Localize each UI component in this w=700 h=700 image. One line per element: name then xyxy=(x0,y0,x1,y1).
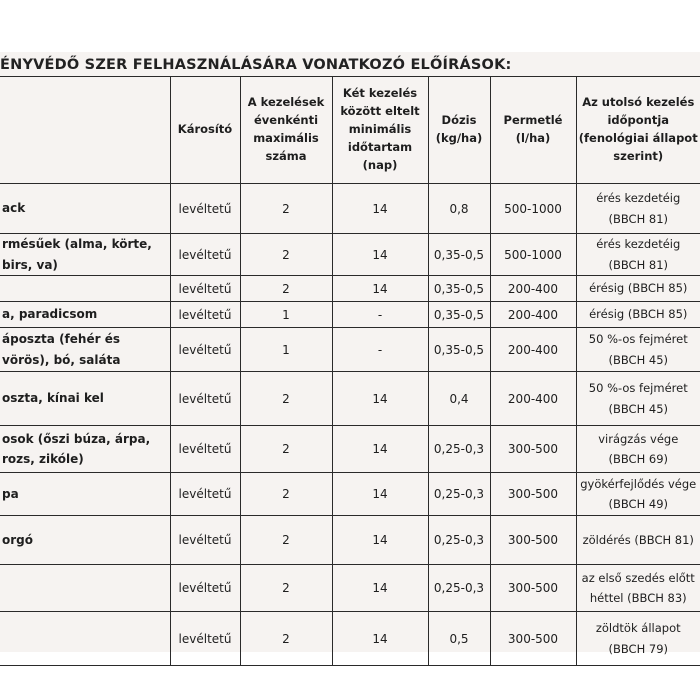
row-spray-volume: 300-500 xyxy=(490,516,576,565)
row-min-interval: 14 xyxy=(332,612,428,666)
row-pest: levéltetű xyxy=(170,184,240,234)
row-crop: osok (őszi búza, árpa, rozs, zikóle) xyxy=(0,426,170,473)
row-pest: levéltetű xyxy=(170,372,240,426)
table-row xyxy=(0,612,700,666)
row-max-treatments: 2 xyxy=(240,426,332,473)
row-crop: pa xyxy=(0,473,170,516)
row-pest: levéltetű xyxy=(170,234,240,276)
row-max-treatments: 2 xyxy=(240,473,332,516)
header-spray-volume: Permetlé (l/ha) xyxy=(490,77,576,184)
row-min-interval: 14 xyxy=(332,234,428,276)
row-dose: 0,25-0,3 xyxy=(428,473,490,516)
header-max-treatments: A kezelések évenkénti maximális száma xyxy=(240,77,332,184)
row-spray-volume: 200-400 xyxy=(490,328,576,372)
row-crop: orgó xyxy=(0,516,170,565)
row-min-interval: 14 xyxy=(332,426,428,473)
row-max-treatments: 2 xyxy=(240,184,332,234)
row-dose: 0,35-0,5 xyxy=(428,234,490,276)
row-dose: 0,8 xyxy=(428,184,490,234)
row-max-treatments: 2 xyxy=(240,234,332,276)
row-max-treatments: 1 xyxy=(240,328,332,372)
row-crop: a, paradicsom xyxy=(0,302,170,328)
row-pest: levéltetű xyxy=(170,328,240,372)
table-row xyxy=(0,426,700,473)
row-spray-volume: 200-400 xyxy=(490,276,576,302)
row-max-treatments: 2 xyxy=(240,372,332,426)
row-pest: levéltetű xyxy=(170,302,240,328)
row-pest: levéltetű xyxy=(170,516,240,565)
row-pest: levéltetű xyxy=(170,276,240,302)
row-max-treatments: 1 xyxy=(240,302,332,328)
row-pest: levéltetű xyxy=(170,426,240,473)
row-pest: levéltetű xyxy=(170,612,240,666)
row-spray-volume: 300-500 xyxy=(490,565,576,612)
table-row xyxy=(0,234,700,276)
row-min-interval: 14 xyxy=(332,372,428,426)
row-dose: 0,35-0,5 xyxy=(428,328,490,372)
row-crop xyxy=(0,565,170,612)
row-dose: 0,25-0,3 xyxy=(428,426,490,473)
row-spray-volume: 200-400 xyxy=(490,372,576,426)
row-max-treatments: 2 xyxy=(240,516,332,565)
row-spray-volume: 200-400 xyxy=(490,302,576,328)
header-dose: Dózis (kg/ha) xyxy=(428,77,490,184)
table-row xyxy=(0,565,700,612)
row-last-treatment: érés kezdetéig (BBCH 81) xyxy=(576,234,700,276)
row-last-treatment: zöldérés (BBCH 81) xyxy=(576,516,700,565)
row-min-interval: 14 xyxy=(332,473,428,516)
row-min-interval: - xyxy=(332,302,428,328)
row-min-interval: 14 xyxy=(332,184,428,234)
row-last-treatment: érésig (BBCH 85) xyxy=(576,302,700,328)
row-dose: 0,25-0,3 xyxy=(428,516,490,565)
row-min-interval: 14 xyxy=(332,276,428,302)
row-spray-volume: 500-1000 xyxy=(490,234,576,276)
row-crop: rmésűek (alma, körte, birs, va) xyxy=(0,234,170,276)
row-last-treatment: érésig (BBCH 85) xyxy=(576,276,700,302)
row-spray-volume: 300-500 xyxy=(490,473,576,516)
pesticide-rules-table xyxy=(0,76,700,666)
row-crop xyxy=(0,612,170,666)
header-crop xyxy=(0,77,170,184)
row-last-treatment: érés kezdetéig (BBCH 81) xyxy=(576,184,700,234)
row-dose: 0,5 xyxy=(428,612,490,666)
row-crop xyxy=(0,276,170,302)
row-max-treatments: 2 xyxy=(240,612,332,666)
row-last-treatment: 50 %-os fejméret (BBCH 45) xyxy=(576,328,700,372)
row-last-treatment: 50 %-os fejméret (BBCH 45) xyxy=(576,372,700,426)
table-row xyxy=(0,184,700,234)
row-pest: levéltetű xyxy=(170,565,240,612)
row-min-interval: 14 xyxy=(332,565,428,612)
table-row xyxy=(0,302,700,328)
table-row xyxy=(0,473,700,516)
document-title: ÉNYVÉDŐ SZER FELHASZNÁLÁSÁRA VONATKOZÓ ELŐÍRÁSOK: xyxy=(0,57,512,73)
row-spray-volume: 500-1000 xyxy=(490,184,576,234)
table-row xyxy=(0,516,700,565)
table-row xyxy=(0,372,700,426)
table-row xyxy=(0,276,700,302)
header-pest: Károsító xyxy=(170,77,240,184)
header-min-interval: Két kezelés között eltelt minimális időtartam (nap) xyxy=(332,77,428,184)
table-row xyxy=(0,328,700,372)
row-max-treatments: 2 xyxy=(240,276,332,302)
row-last-treatment: gyökérfejlődés vége (BBCH 49) xyxy=(576,473,700,516)
row-last-treatment: virágzás vége (BBCH 69) xyxy=(576,426,700,473)
table-header-row xyxy=(0,77,700,184)
row-spray-volume: 300-500 xyxy=(490,426,576,473)
row-last-treatment: az első szedés előtt héttel (BBCH 83) xyxy=(576,565,700,612)
row-crop: oszta, kínai kel xyxy=(0,372,170,426)
row-pest: levéltetű xyxy=(170,473,240,516)
row-crop: áposzta (fehér és vörös), bó, saláta xyxy=(0,328,170,372)
row-dose: 0,25-0,3 xyxy=(428,565,490,612)
row-dose: 0,4 xyxy=(428,372,490,426)
row-max-treatments: 2 xyxy=(240,565,332,612)
row-last-treatment: zöldtök állapot (BBCH 79) xyxy=(576,612,700,666)
row-crop: ack xyxy=(0,184,170,234)
row-dose: 0,35-0,5 xyxy=(428,276,490,302)
header-last-treatment: Az utolsó kezelés időpontja (fenológiai állapot szerint) xyxy=(576,77,700,184)
row-min-interval: - xyxy=(332,328,428,372)
row-spray-volume: 300-500 xyxy=(490,612,576,666)
row-min-interval: 14 xyxy=(332,516,428,565)
row-dose: 0,35-0,5 xyxy=(428,302,490,328)
